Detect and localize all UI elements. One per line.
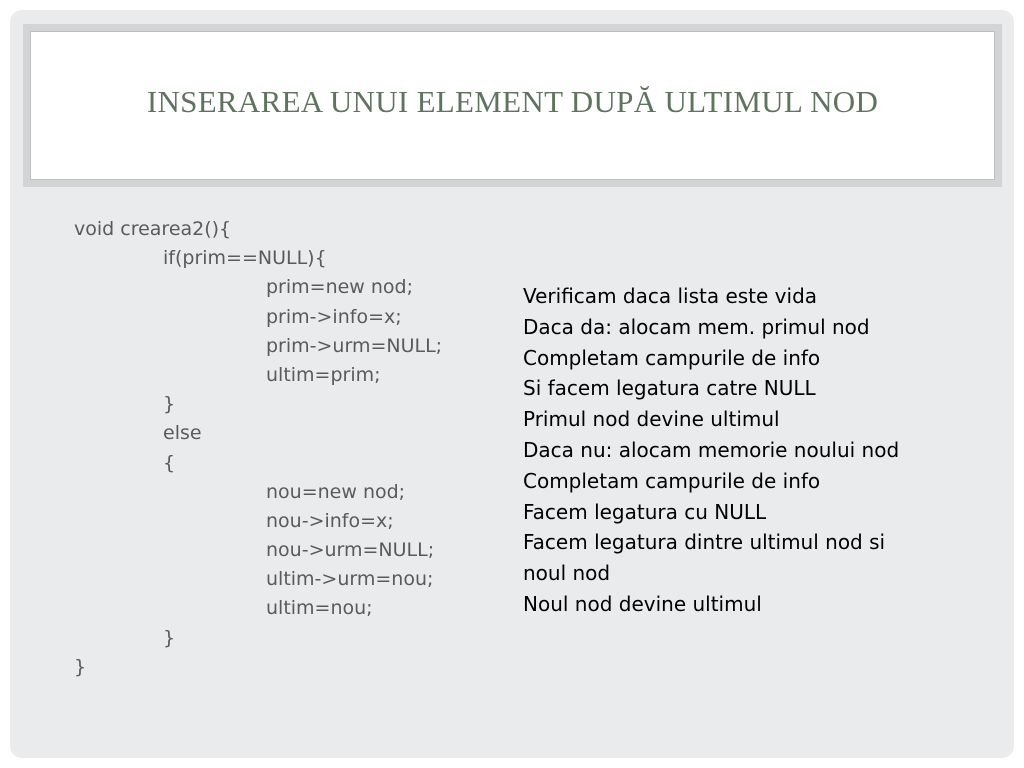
code-line: void crearea2(){	[74, 218, 232, 240]
code-line: nou->info=x;	[266, 509, 394, 532]
code-line: nou=new nod;	[266, 480, 406, 503]
explanation-line: Primul nod devine ultimul	[523, 407, 780, 432]
code-line: }	[74, 655, 87, 678]
code-block	[74, 215, 514, 682]
explanation-line: Daca nu: alocam memorie noului nod	[523, 437, 900, 462]
explanation-line: Verificam daca lista este vida	[523, 284, 818, 308]
code-line: prim->info=x;	[266, 305, 402, 328]
code-line: if(prim==NULL){	[163, 247, 327, 270]
code-line: ultim->urm=nou;	[266, 568, 434, 591]
code-line: {	[163, 451, 176, 474]
code-line: prim->urm=NULL;	[266, 334, 443, 357]
code-line: prim=new nod;	[266, 276, 414, 299]
code-line: nou->urm=NULL;	[266, 539, 435, 562]
explanation-line: Facem legatura dintre ultimul nod si	[523, 530, 886, 555]
explanation-line: noul nod	[523, 561, 611, 586]
slide	[10, 10, 1014, 758]
code-line: else	[163, 422, 202, 445]
code-line: ultim=nou;	[266, 597, 373, 620]
explanation-line: Completam campurile de info	[523, 345, 821, 370]
explanation-line: Completam campurile de info	[523, 468, 821, 493]
explanation-list	[523, 281, 1013, 620]
code-line: }	[163, 626, 176, 649]
explanation-line: Si facem legatura catre NULL	[523, 376, 816, 401]
explanation-line: Facem legatura cu NULL	[523, 499, 767, 524]
explanation-line: Daca da: alocam mem. primul nod	[523, 314, 870, 339]
code-line: ultim=prim;	[266, 363, 381, 386]
slide-title: INSERAREA UNUI ELEMENT DUPĂ ULTIMUL NOD	[146, 84, 879, 119]
explanation-line: Noul nod devine ultimul	[523, 591, 762, 616]
code-line: }	[163, 393, 176, 416]
title-frame	[30, 31, 995, 180]
